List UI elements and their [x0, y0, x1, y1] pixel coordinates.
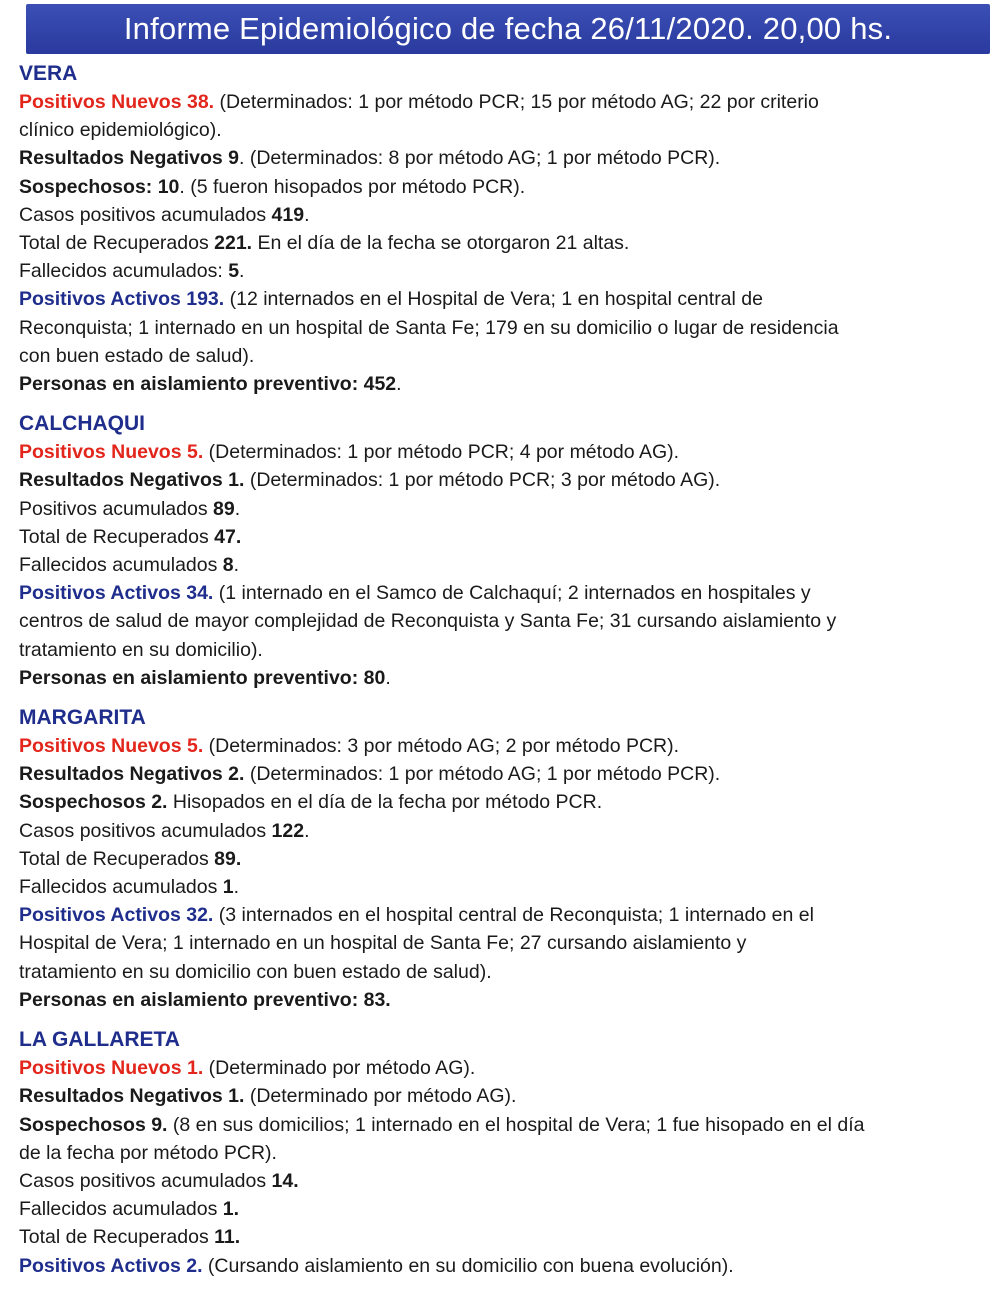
report-line — [19, 257, 979, 285]
text-segment: 14. — [271, 1169, 299, 1192]
locality-title: CALCHAQUI — [19, 412, 145, 436]
report-line — [19, 342, 979, 370]
report-line — [19, 229, 979, 257]
text-segment: Casos positivos acumulados — [19, 1169, 272, 1192]
locality-section — [19, 410, 979, 692]
text-segment: Fallecidos acumulados — [19, 876, 223, 899]
text-segment: Total de Recuperados — [19, 1226, 215, 1249]
text-segment: (Cursando aislamiento en su domicilio con buena evolución). — [202, 1254, 734, 1277]
text-segment: . (5 fueron hisopados por método PCR). — [179, 175, 526, 198]
locality-title: VERA — [19, 62, 78, 85]
text-segment: Total de Recuperados — [19, 232, 215, 255]
report-line — [19, 958, 979, 986]
text-segment: 89 — [213, 497, 235, 520]
text-segment: . — [385, 666, 391, 689]
report-line — [19, 1252, 979, 1280]
text-segment: (Determinados: 1 por método PCR; 4 por método AG). — [203, 441, 680, 464]
text-segment: Total de Recuperados — [19, 525, 215, 548]
report-title: Informe Epidemiológico de fecha 26/11/2020. 20,00 hs. — [123, 11, 893, 46]
report-line — [19, 817, 979, 845]
text-segment: Fallecidos acumulados — [19, 1198, 223, 1221]
text-segment: Positivos Activos 2. — [19, 1254, 203, 1277]
text-segment: (Determinados: 1 por método AG; 1 por método PCR). — [244, 763, 721, 786]
report-line — [19, 1167, 979, 1195]
text-segment: Positivos acumulados — [19, 497, 214, 520]
report-line — [19, 636, 979, 664]
text-segment: Positivos Nuevos 38. — [19, 91, 215, 113]
report-line — [19, 1082, 979, 1110]
report-body — [19, 60, 979, 1292]
locality-section — [19, 704, 979, 1014]
report-line — [19, 370, 979, 398]
locality-section — [19, 60, 979, 398]
report-line — [19, 466, 979, 494]
report-line — [19, 664, 979, 692]
locality-section — [19, 1026, 979, 1280]
text-segment: (Determinado por método AG). — [244, 1085, 517, 1108]
report-line — [19, 929, 979, 957]
text-segment: 47. — [214, 525, 242, 548]
text-segment: Resultados Negativos 1. — [19, 469, 245, 492]
locality-title: MARGARITA — [19, 706, 146, 730]
report-line — [19, 986, 979, 1014]
report-line — [19, 173, 979, 201]
report-line — [19, 144, 979, 172]
text-segment: (Determinados: 1 por método PCR; 3 por método AG). — [244, 469, 721, 492]
text-segment: Positivos Activos 34. — [19, 582, 214, 605]
text-segment: de la fecha por método PCR). — [19, 1141, 277, 1164]
text-segment: Personas en aislamiento preventivo: 80 — [19, 666, 386, 689]
report-line — [19, 438, 979, 466]
text-segment: 419 — [271, 203, 305, 226]
text-segment: . — [239, 260, 245, 283]
text-segment: tratamiento en su domicilio con buen estado de salud). — [19, 960, 492, 983]
text-segment: Sospechosos: 10 — [19, 175, 180, 198]
text-segment: con buen estado de salud). — [19, 344, 255, 367]
text-segment: Total de Recuperados — [19, 847, 215, 870]
text-segment: 89. — [214, 847, 242, 870]
report-line — [19, 523, 979, 551]
text-segment: Casos positivos acumulados — [19, 203, 272, 226]
text-segment: . — [304, 203, 310, 226]
locality-title: LA GALLARETA — [19, 1028, 180, 1052]
report-line — [19, 1111, 979, 1139]
text-segment: 5 — [228, 260, 240, 283]
report-line — [19, 495, 979, 523]
report-line — [19, 201, 979, 229]
report-line — [19, 579, 979, 607]
report-line — [19, 116, 979, 144]
text-segment: Positivos Nuevos 5. — [19, 441, 204, 464]
text-segment: 8 — [222, 554, 234, 577]
report-line — [19, 732, 979, 760]
text-segment: . — [233, 876, 240, 899]
text-segment: Fallecidos acumulados — [19, 554, 223, 577]
report-line — [19, 314, 979, 342]
text-segment: . — [233, 554, 240, 577]
text-segment: clínico epidemiológico). — [19, 119, 222, 142]
text-segment: 221. — [214, 232, 253, 255]
report-line — [19, 760, 979, 788]
text-segment: Positivos Activos 32. — [19, 904, 214, 927]
text-segment: Resultados Negativos 2. — [19, 763, 245, 786]
text-segment: Positivos Nuevos 5. — [19, 735, 204, 758]
text-segment: En el día de la fecha se otorgaron 21 altas. — [252, 232, 630, 255]
text-segment: . — [396, 373, 402, 396]
text-segment: Reconquista; 1 internado en un hospital de Santa Fe; 179 en su domicilio o lugar de residencia — [19, 316, 839, 339]
text-segment: Sospechosos 9. — [19, 1113, 168, 1136]
text-segment: (Determinados: 3 por método AG; 2 por método PCR). — [203, 735, 680, 758]
report-line — [19, 1195, 979, 1223]
report-line — [19, 1139, 979, 1167]
report-line — [19, 1054, 979, 1082]
text-segment: 122 — [271, 819, 305, 842]
text-segment: (12 internados en el Hospital de Vera; 1 en hospital central de — [224, 288, 763, 311]
text-segment: . — [234, 497, 241, 520]
report-line — [19, 901, 979, 929]
text-segment: Casos positivos acumulados — [19, 819, 272, 842]
report-line — [19, 285, 979, 313]
report-line — [19, 873, 979, 901]
report-line — [19, 845, 979, 873]
text-segment: 1 — [222, 876, 234, 899]
text-segment: Sospechosos 2. — [19, 791, 168, 814]
text-segment: (8 en sus domicilios; 1 internado en el hospital de Vera; 1 fue hisopado en el día — [167, 1113, 865, 1136]
text-segment: tratamiento en su domicilio). — [19, 638, 263, 661]
text-segment: . (Determinados: 8 por método AG; 1 por método PCR). — [238, 147, 721, 170]
text-segment: Hospital de Vera; 1 internado en un hospital de Santa Fe; 27 cursando aislamiento y — [19, 932, 747, 955]
text-segment: . — [304, 819, 310, 842]
text-segment: Fallecidos acumulados: — [19, 260, 229, 283]
text-segment: (3 internados en el hospital central de Reconquista; 1 internado en el — [213, 904, 814, 927]
text-segment: Resultados Negativos 9 — [19, 147, 239, 170]
text-segment: Hisopados en el día de la fecha por método PCR. — [167, 791, 603, 814]
report-header — [26, 4, 990, 54]
text-segment: Personas en aislamiento preventivo: 452 — [19, 373, 397, 396]
report-line — [19, 551, 979, 579]
report-line — [19, 88, 979, 116]
report-line — [19, 607, 979, 635]
text-segment: Resultados Negativos 1. — [19, 1085, 245, 1108]
report-line — [19, 1223, 979, 1251]
text-segment: (1 internado en el Samco de Calchaquí; 2 internados en hospitales y — [213, 582, 811, 605]
text-segment: Positivos Activos 193. — [19, 288, 225, 311]
text-segment: 1. — [222, 1198, 240, 1221]
text-segment: (Determinados: 1 por método PCR; 15 por método AG; 22 por criterio — [214, 91, 819, 113]
report-line — [19, 788, 979, 816]
text-segment: Positivos Nuevos 1. — [19, 1057, 204, 1080]
text-segment: centros de salud de mayor complejidad de Reconquista y Santa Fe; 31 cursando aislamiento y — [19, 610, 837, 633]
text-segment: Personas en aislamiento preventivo: 83. — [19, 988, 391, 1011]
text-segment: 11. — [214, 1226, 241, 1249]
text-segment: (Determinado por método AG). — [203, 1057, 476, 1080]
